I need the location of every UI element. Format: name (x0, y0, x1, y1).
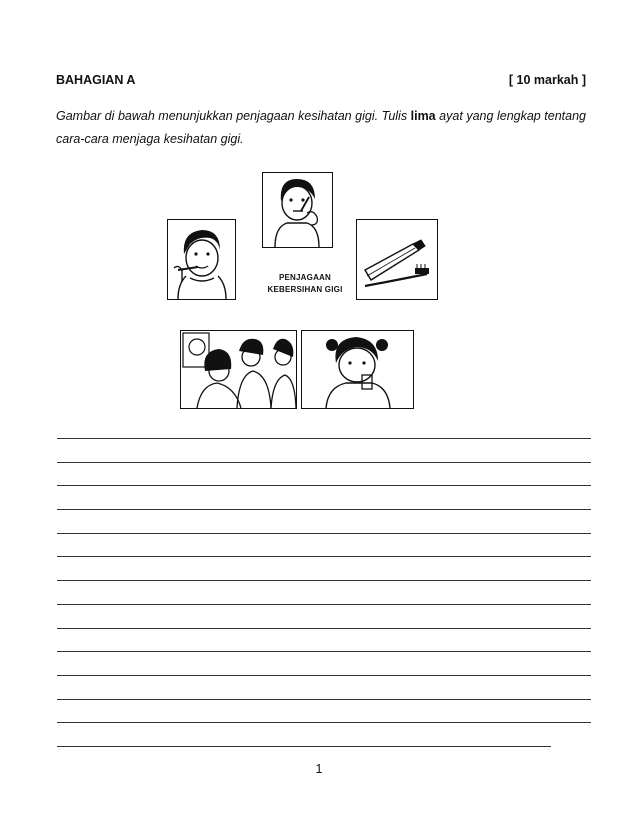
center-caption (255, 272, 355, 296)
answer-line[interactable] (57, 675, 591, 676)
answer-line[interactable] (57, 533, 591, 534)
instruction-bold-word: lima (410, 109, 436, 123)
illustration-girl-rinsing (301, 330, 414, 409)
answer-line[interactable] (57, 628, 591, 629)
illustration-boy-brushing (167, 219, 236, 300)
answer-line[interactable] (57, 722, 591, 723)
page-number: 1 (315, 762, 323, 776)
boy-toothbrush-drawing (263, 173, 332, 247)
answer-line[interactable] (57, 580, 591, 581)
illustration-boy-toothbrush (262, 172, 333, 248)
dentist-drawing (181, 331, 296, 408)
girl-rinsing-drawing (302, 331, 413, 408)
center-caption-line2: KEBERSIHAN GIGI (267, 285, 343, 294)
answer-line[interactable] (57, 556, 591, 557)
boy-brushing-drawing (168, 220, 235, 299)
toothpaste-drawing (357, 220, 437, 299)
center-caption-line1: PENJAGAAN (278, 273, 332, 282)
answer-line[interactable] (57, 485, 591, 486)
marks-label: [ 10 markah ] (508, 73, 586, 87)
answer-lines[interactable] (57, 438, 591, 770)
answer-line[interactable] (57, 651, 591, 652)
section-header (56, 73, 586, 87)
answer-line[interactable] (57, 462, 591, 463)
instruction-text (56, 105, 586, 151)
answer-line[interactable] (57, 438, 591, 439)
section-title: BAHAGIAN A (56, 73, 136, 87)
answer-line[interactable] (57, 604, 591, 605)
answer-line[interactable] (57, 699, 591, 700)
illustration-dentist (180, 330, 297, 409)
instruction-part1: Gambar di bawah menunjukkan penjagaan kesihatan gigi. Tulis (56, 109, 411, 123)
answer-line[interactable] (57, 746, 551, 747)
answer-line[interactable] (57, 509, 591, 510)
illustration-toothpaste (356, 219, 438, 300)
instruction-part2: ayat yang lengkap tentang cara-cara menjaga kesihatan gigi. (56, 109, 586, 146)
